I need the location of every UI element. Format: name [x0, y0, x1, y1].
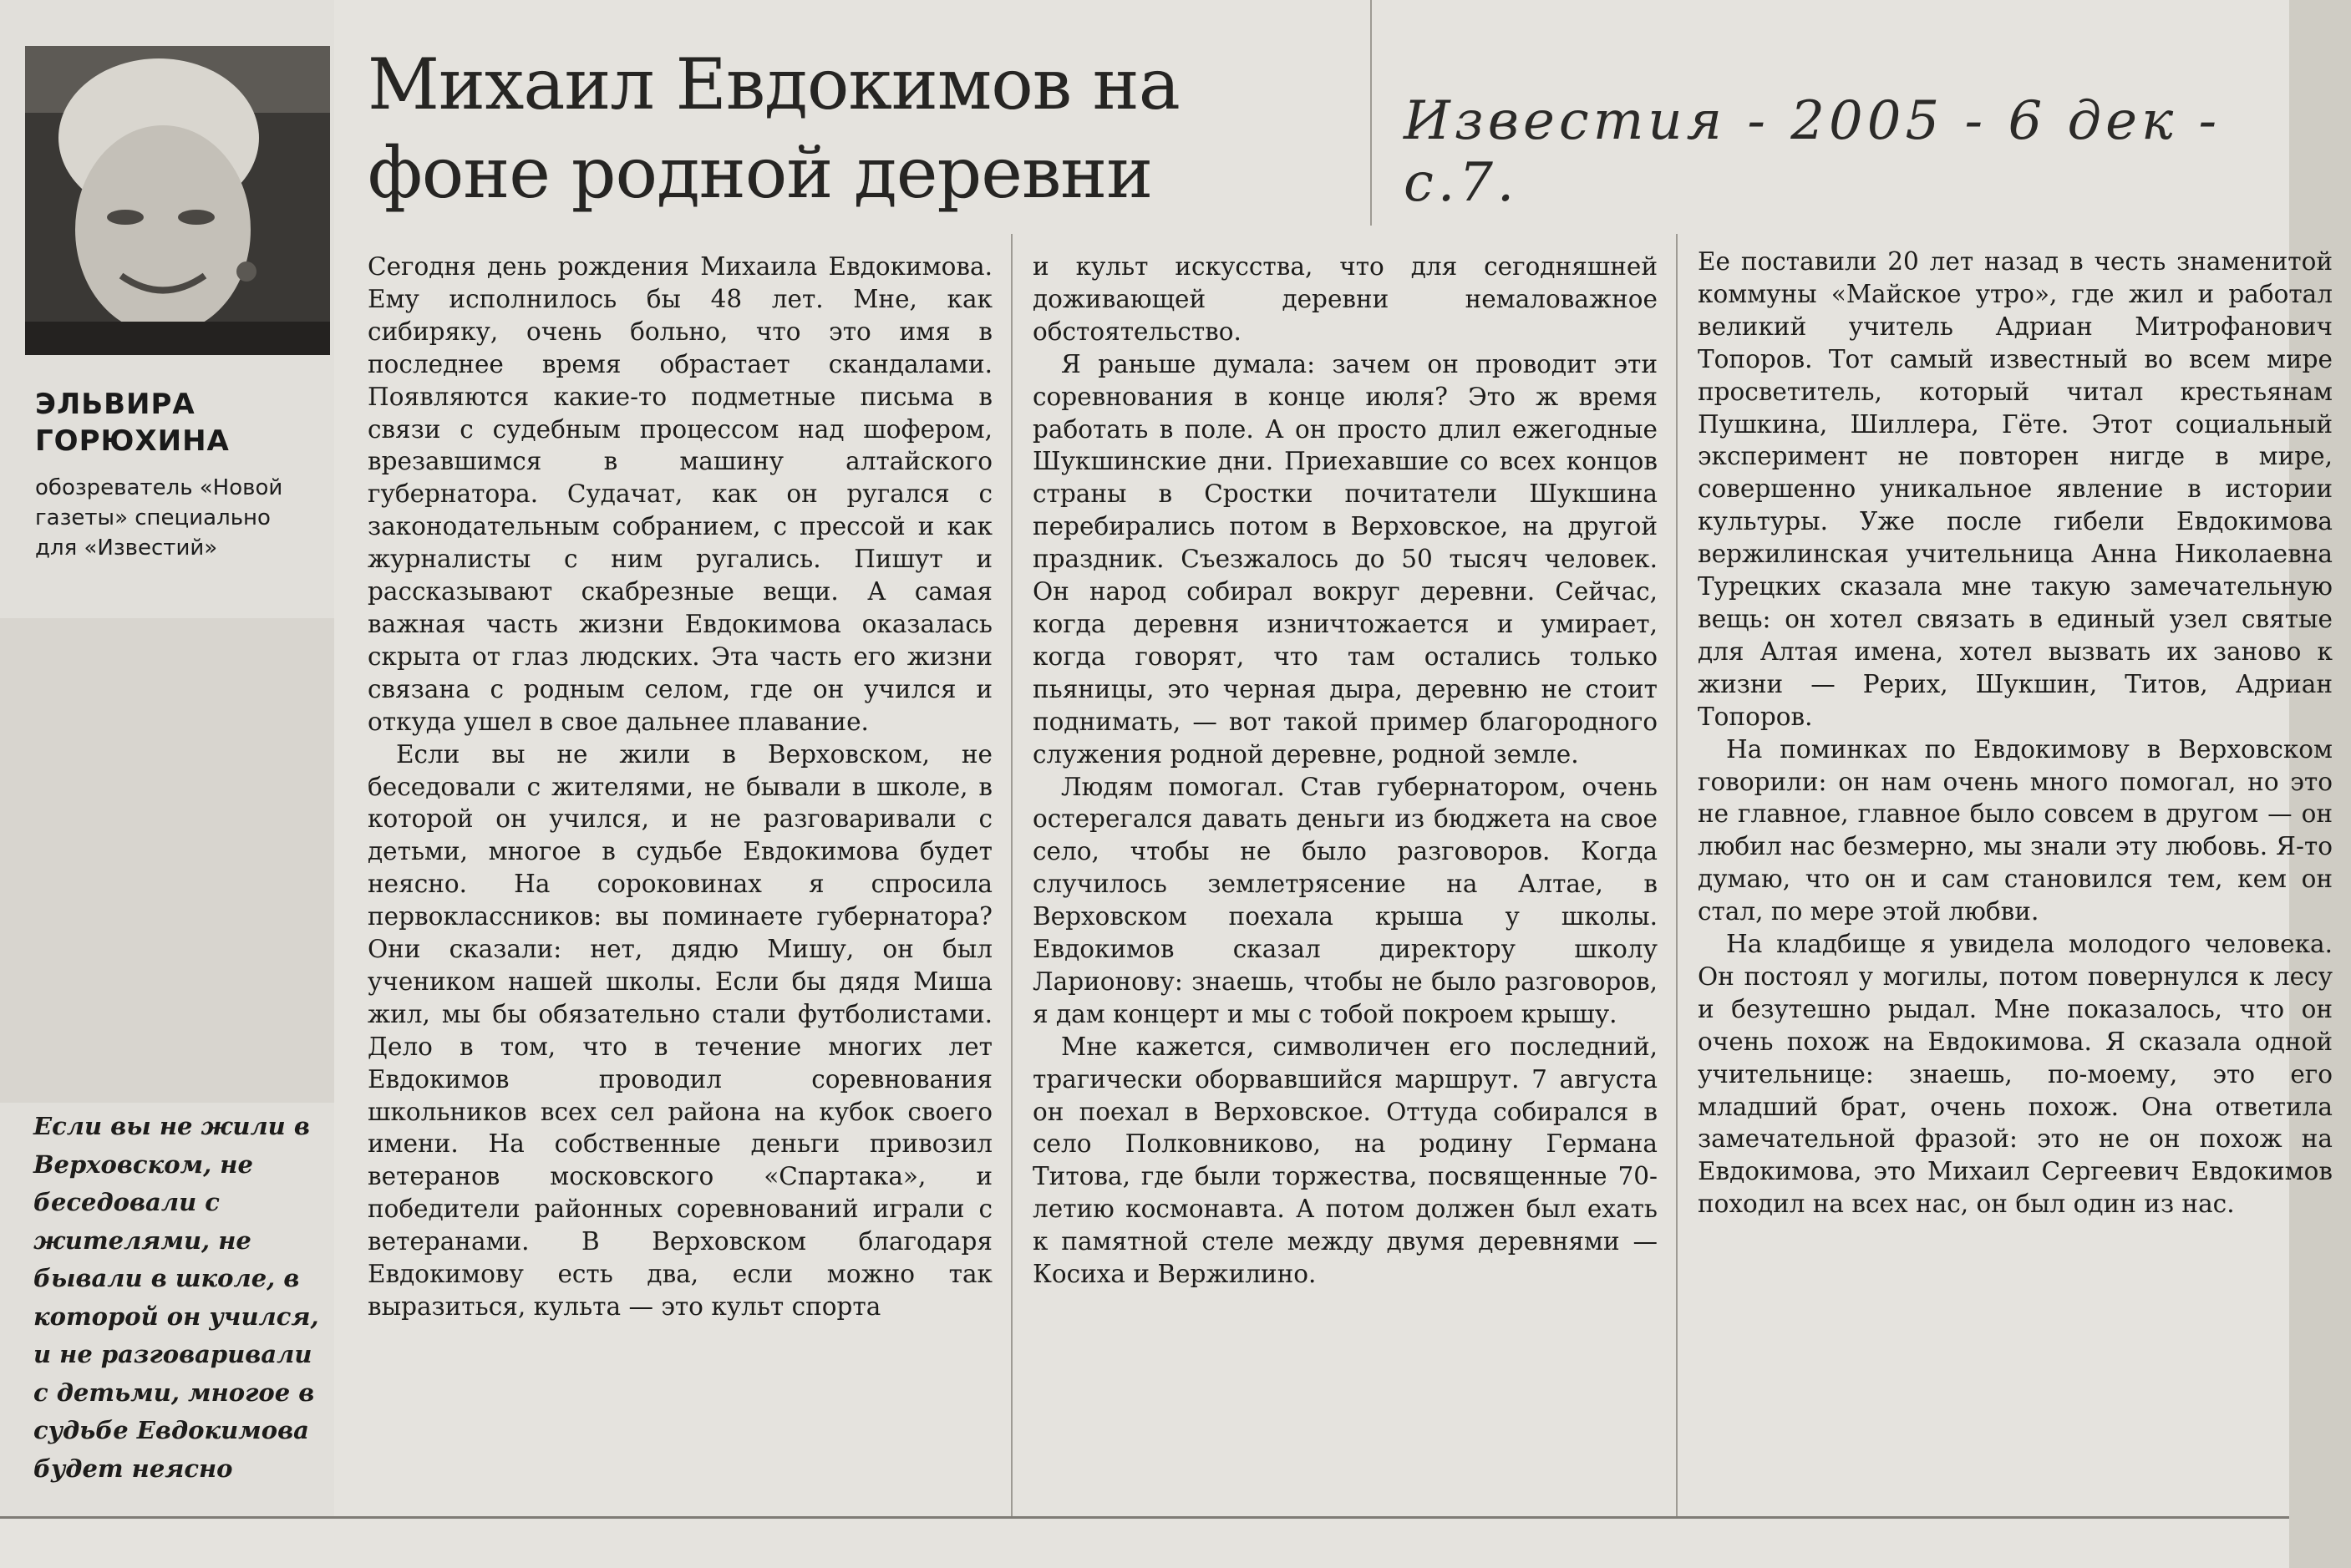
- handwritten-annotation: Известия - 2005 - 6 дек - с.7.: [1404, 90, 2222, 214]
- pull-quote: Если вы не жили в Верховском, не беседовали с жителями, не бывали в школе, в которой он учился, и не разговаривали с детьми, многое в судьбе Евдокимова будет неясно: [33, 1112, 319, 1483]
- paragraph: Мне кажется, символичен его последний, трагически оборвавшийся маршрут. 7 августа он поехал в Верховское. Оттуда собирался в село Полковниково, на родину Германа Титова, где были торжества, посвященные 70-летию космонавта. А потом должен был ехать к памятной стеле между двумя деревнями — Косиха и Вержилино.: [1033, 1032, 1658, 1289]
- bottom-rule: [0, 1516, 2289, 1519]
- paragraph: На поминках по Евдокимову в Верховском говорили: он нам очень много помогал, но это не главное, главное было совсем в другом — он любил нас безмерно, мы знали эту любовь. Я-то думаю, что он и сам становился тем, кем он стал, по мере этой любви.: [1698, 734, 2333, 926]
- article-column-3: [1698, 246, 2333, 1220]
- author-photo: [25, 46, 330, 355]
- article-headline: Михаил Евдокимов на фоне родной деревни: [368, 43, 1180, 214]
- author-name: ЭЛЬВИРА ГОРЮХИНА: [35, 388, 230, 458]
- paragraph: Если вы не жили в Верховском, не беседовали с жителями, не бывали в школе, в которой он учился, и не разговаривали с детьми, многое в судьбе Евдокимова будет неясно. На сороковинах я спросила первоклассников: вы поминаете губернатора? Они сказали: нет, дядю Мишу, он был учеником нашей школы. Если бы дядя Миша жил, мы бы обязательно стали футболистами. Дело в том, что в течение многих лет Евдокимов проводил соревнования школьников всех сел района на кубок своего имени. На собственные деньги привозил ветеранов московского «Спартака», и победители районных соревнований играли с ветеранами. В Верховском благодаря Евдокимову есть два, если можно так выразиться, культа — это культ спорта: [368, 739, 993, 1321]
- paragraph: Ее поставили 20 лет назад в честь знаменитой коммуны «Майское утро», где жил и работал великий учитель Адриан Митрофанович Топоров. Тот самый известный во всем мире просветитель, который читал крестьянам Пушкина, Шиллера, Гёте. Этот социальный эксперимент не повторен нигде в мире, совершенно уникальное явление в истории культуры. Уже после гибели Евдокимова вержилинская учительница Анна Николаевна Турецких сказала мне такую замечательную вещь: он хотел связать в единый узел святые для Алтая имена, хотел вызвать их заново к жизни — Рерих, Шукшин, Титов, Адриан Топоров.: [1698, 247, 2333, 731]
- paragraph: Я раньше думала: зачем он проводит эти соревнования в конце июля? Это ж время работать в поле. А он просто длил ежегодные Шукшинские дни. Приехавшие со всех концов страны в Сростки почитатели Шукшина перебирались потом в Верховское, на другой праздник. Съезжалось до 50 тысяч человек. Он народ собирал вокруг деревни. Сейчас, когда деревня изничтожается и умирает, когда говорят, что там остались только пьяницы, это черная дыра, деревню не стоит поднимать, — вот такой пример благородного служения родной деревне, родной земле.: [1033, 349, 1658, 769]
- author-role: обозреватель «Новой газеты» специально для «Известий»: [35, 475, 283, 561]
- column-divider: [1676, 234, 1678, 1516]
- paragraph: Людям помогал. Став губернатором, очень остерегался давать деньги из бюджета на свое село, чтобы не было разговоров. Когда случилось землетрясение на Алтае, в Верховском поехала крыша у школы. Евдокимов сказал директору школу Ларионову: знаешь, чтобы не было разговоров, я дам концерт и мы с тобой покроем крышу.: [1033, 772, 1658, 1028]
- paragraph: и культ искусства, что для сегодняшней доживающей деревни немаловажное обстоятельство.: [1033, 252, 1658, 346]
- sidebar-shading: [0, 618, 334, 1103]
- paragraph: На кладбище я увидела молодого человека. Он постоял у могилы, потом повернулся к лесу и безутешно рыдал. Мне показалось, что он очень похож на Евдокимова. Я сказала одной учительнице: знаешь, по-моему, это его младший брат, очень похож. Она ответила замечательной фразой: это не он похож на Евдокимова, это Михаил Сергеевич Евдокимов походил на всех нас, он был один из нас.: [1698, 930, 2333, 1219]
- column-divider: [1011, 234, 1013, 1516]
- column-divider: [1370, 0, 1372, 226]
- article-column-2: [1033, 251, 1658, 1291]
- article-column-1: [368, 251, 993, 1323]
- paragraph: Сегодня день рождения Михаила Евдокимова. Ему исполнилось бы 48 лет. Мне, как сибиряку, очень больно, что это имя в последнее время обрастает скандалами. Появляются какие-то подметные письма в связи с судебным процессом над шофером, врезавшимся в машину алтайского губернатора. Судачат, как он ругался с законодательным собранием, с прессой и как журналисты с ним ругались. Пишут и рассказывают скабрезные вещи. А самая важная часть жизни Евдокимова оказалась скрыта от глаз людских. Эта часть его жизни связана с родным селом, где он учился и откуда ушел в свое дальнее плавание.: [368, 252, 993, 736]
